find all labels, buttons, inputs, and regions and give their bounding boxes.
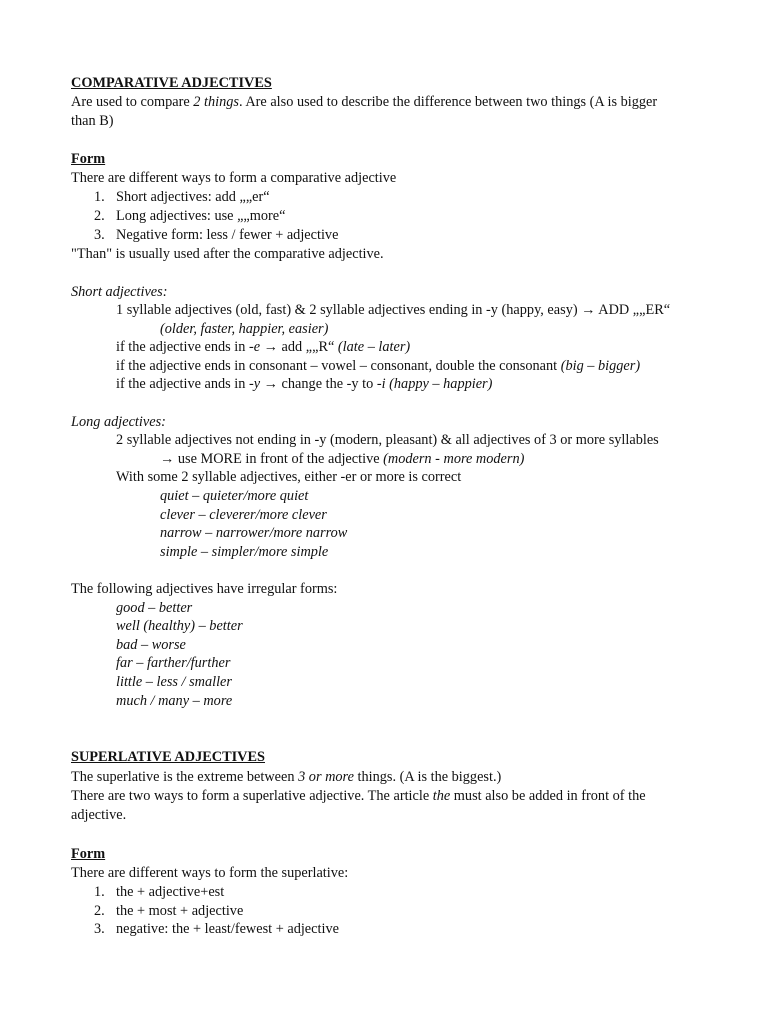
either-example: quiet – quieter/more quiet (160, 488, 309, 504)
list-text: negative: the + least/fewest + adjective (116, 921, 339, 937)
list-item (94, 207, 286, 225)
rule-example: (late – later) (337, 339, 411, 355)
irregular-item: good – better (116, 600, 193, 616)
superlative-form-heading: Form (71, 846, 106, 862)
intro-text-cont: . Are also used to describe the difference between two things (A is bigger (238, 94, 658, 110)
rule-emphasis: -e (249, 339, 261, 355)
list-number: 2. (94, 208, 105, 224)
comparative-title: COMPARATIVE ADJECTIVES (71, 75, 272, 91)
superlative-article-line2: adjective. (71, 807, 127, 823)
list-text: the + most + adjective (116, 903, 244, 919)
list-text: Negative form: less / fewer + adjective (116, 227, 339, 243)
list-text: Long adjectives: use „„more“ (116, 208, 286, 224)
intro-emphasis: 2 things (193, 94, 239, 110)
article-text: There are two ways to form a superlative adjective. The article (71, 788, 433, 804)
intro-text: The superlative is the extreme between (71, 769, 299, 785)
list-number: 1. (94, 884, 105, 900)
list-number: 1. (94, 189, 105, 205)
superlative-form-intro: There are different ways to form the superlative: (71, 865, 349, 881)
comparative-form-heading: Form (71, 151, 106, 167)
rule-text: if the adjective ands in (116, 376, 249, 392)
long-more-rule (160, 450, 524, 468)
short-adjectives-heading: Short adjectives: (71, 284, 168, 300)
rule-example: (happy – happier) (385, 376, 493, 392)
rule-example: (modern - more modern) (383, 451, 525, 467)
either-example: narrow – narrower/more narrow (160, 525, 348, 541)
short-examples: (older, faster, happier, easier) (160, 321, 329, 337)
rule-text-cont: → change the -y to (260, 376, 377, 392)
intro-emphasis: 3 or more (298, 769, 354, 785)
irregular-item: bad – worse (116, 637, 186, 653)
list-number: 3. (94, 227, 105, 243)
either-note: With some 2 syllable adjectives, either -er or more is correct (116, 469, 462, 485)
rule-cvc (116, 357, 640, 375)
either-example: clever – cleverer/more clever (160, 507, 327, 523)
either-example: simple – simpler/more simple (160, 544, 329, 560)
long-adjectives-heading: Long adjectives: (71, 414, 166, 430)
comparative-form-intro: There are different ways to form a comparative adjective (71, 170, 397, 186)
long-rule: 2 syllable adjectives not ending in -y (modern, pleasant) & all adjectives of 3 or more syllables (116, 432, 659, 448)
list-text: Short adjectives: add „„er“ (116, 189, 270, 205)
rule-text: if the adjective ends in (116, 339, 249, 355)
rule-text: → use MORE in front of the adjective (160, 451, 384, 467)
irregular-intro: The following adjectives have irregular forms: (71, 581, 338, 597)
article-emphasis: the (432, 788, 451, 804)
intro-text: Are used to compare (71, 94, 194, 110)
comparative-intro-line2: than B) (71, 113, 114, 129)
list-item (94, 883, 224, 901)
list-number: 3. (94, 921, 105, 937)
rule-text: if the adjective ends in consonant – vowel – consonant, double the consonant (116, 358, 561, 374)
irregular-item: far – farther/further (116, 655, 231, 671)
rule-emphasis: -y (249, 376, 261, 392)
intro-text-cont: things. (A is the biggest.) (353, 769, 502, 785)
list-item (94, 920, 339, 938)
rule-ends-e (116, 338, 410, 356)
than-note: "Than" is usually used after the comparative adjective. (71, 246, 384, 262)
irregular-item: little – less / smaller (116, 674, 232, 690)
list-number: 2. (94, 903, 105, 919)
rule-ends-y (116, 375, 492, 393)
rule-example: (big – bigger) (560, 358, 641, 374)
list-item (94, 188, 270, 206)
superlative-title: SUPERLATIVE ADJECTIVES (71, 749, 265, 765)
list-item (94, 902, 243, 920)
rule-emphasis: -i (376, 376, 386, 392)
superlative-article-note (71, 787, 646, 805)
irregular-item: well (healthy) – better (116, 618, 243, 634)
rule-text-cont: → add „„R“ (260, 339, 338, 355)
comparative-intro (71, 93, 657, 111)
short-rule: 1 syllable adjectives (old, fast) & 2 syllable adjectives ending in -y (happy, easy) → ADD „„ER“ (116, 302, 671, 318)
article-text-cont: must also be added in front of the (450, 788, 646, 804)
list-text: the + adjective+est (116, 884, 225, 900)
list-item (94, 226, 338, 244)
irregular-item: much / many – more (116, 693, 233, 709)
superlative-intro (71, 768, 501, 786)
